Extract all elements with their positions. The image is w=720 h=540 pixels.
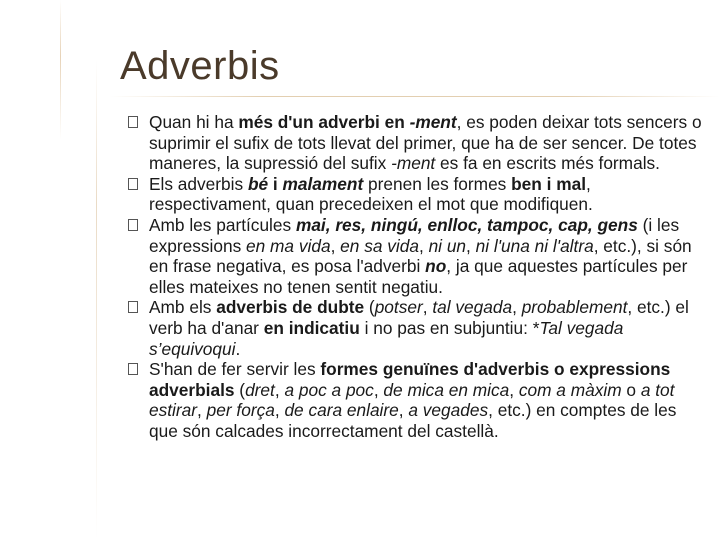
bullet-text-run: bé	[247, 173, 269, 194]
bullet-text-run: ,	[274, 400, 285, 421]
bullet-item	[128, 215, 703, 297]
bullet-text-run: Amb les partícules	[149, 214, 296, 235]
decorative-top-rule	[60, 0, 61, 140]
bullet-text-run: ni l'una ni l'altra	[475, 235, 594, 256]
bullet-square-icon	[128, 178, 138, 190]
bullet-text-run: , etc.) en comptes de les que són calcades incorrectament del castellà.	[149, 400, 677, 441]
bullet-text-run: a tot estirar	[149, 379, 675, 421]
bullet-text-run: malament	[282, 173, 364, 194]
bullet-text-run: ,	[512, 297, 522, 318]
bullet-text-run: ,	[422, 297, 433, 318]
bullet-text-run: (	[364, 297, 375, 318]
bullet-text-run: no	[425, 256, 447, 277]
decorative-vertical-rule	[96, 60, 97, 540]
bullet-text-run: en ma vida	[246, 235, 331, 256]
bullet-list	[128, 112, 703, 442]
bullet-square-icon	[128, 116, 138, 128]
bullet-item	[128, 297, 703, 359]
bullet-text-run: potser	[374, 297, 423, 318]
bullet-text-run: ,	[418, 235, 429, 256]
bullet-item	[128, 174, 703, 215]
bullet-text-run: Els adverbis	[149, 173, 248, 194]
slide-title: Adverbis	[120, 44, 280, 88]
bullet-text-run: , etc.), si són en frase negativa, es posa l'adverbi	[149, 235, 692, 277]
bullet-text-run: i	[541, 173, 557, 194]
bullet-text-run: ,	[509, 379, 519, 400]
bullet-text-run: en sa vida	[340, 235, 419, 256]
bullet-text-run: i	[268, 173, 283, 194]
bullet-text-run: ni un	[428, 235, 467, 256]
bullet-text-run: o	[621, 379, 641, 400]
bullet-text-run: prenen les formes	[363, 173, 512, 194]
bullet-text-run: , respectivament, quan precedeixen el mot que modifiquen.	[149, 173, 593, 215]
bullet-text-run: ,	[330, 235, 341, 256]
bullet-text-run: , ja que aquestes partícules per elles mateixes no tenen sentit negatiu.	[149, 256, 688, 297]
bullet-text-run: mal	[556, 173, 587, 194]
bullet-text-run: ,	[398, 400, 409, 421]
title-underline-rule	[110, 96, 720, 97]
bullet-text-run: en indicatiu	[263, 317, 360, 338]
bullet-text-run: ,	[274, 379, 285, 400]
bullet-text-run: més d'un adverbi en	[238, 112, 410, 132]
bullet-text-run: com a màxim	[518, 379, 622, 400]
bullet-text-run: Amb els	[149, 297, 217, 318]
bullet-text-run: dret	[245, 379, 275, 400]
bullet-text-run: de cara enlaire	[284, 400, 399, 421]
bullet-text-run: mai, res, ningú, enlloc, tampoc, cap, gens	[295, 214, 638, 235]
bullet-square-icon	[128, 301, 138, 313]
bullet-square-icon	[128, 219, 138, 231]
bullet-text-run: a vegades	[408, 400, 489, 421]
bullet-square-icon	[128, 363, 138, 375]
bullet-text-run: de mica en mica	[383, 379, 510, 400]
bullet-text-run: es fa en escrits més formals.	[435, 153, 660, 174]
bullet-text-run: (i les expressions	[149, 214, 680, 256]
bullet-text-run: , etc.) el verb ha d'anar	[149, 297, 689, 338]
bullet-text-run: i no pas en subjuntiu: *	[359, 317, 540, 338]
bullet-text-run: Quan hi ha	[149, 112, 239, 132]
bullet-text-run: formes genuïnes d'adverbis o expressions adverbials	[149, 359, 671, 400]
bullet-text-run: -ment	[409, 112, 457, 132]
bullet-text-run: tal vegada	[432, 297, 513, 318]
bullet-text-run: -ment	[391, 153, 436, 174]
bullet-text-run: ,	[466, 235, 476, 256]
bullet-item	[128, 359, 703, 441]
bullet-text-run: , es poden deixar tots sencers o suprimir el sufix de tots llevat del primer, que ha de ser sencer. De totes maneres, la supressió del sufix	[149, 112, 702, 174]
bullet-text-run: per força	[206, 400, 275, 421]
bullet-item	[128, 112, 703, 174]
bullet-text-run: adverbis de dubte	[216, 297, 365, 318]
bullet-text-run: Tal vegada s’equivoqui	[149, 317, 624, 359]
bullet-text-run: ,	[197, 400, 207, 421]
bullet-text-run: ,	[373, 379, 384, 400]
bullet-text-run: ben	[511, 173, 542, 194]
bullet-text-run: S'han de fer servir les	[149, 359, 321, 380]
bullet-text-run: a poc a poc	[284, 379, 374, 400]
bullet-text-run: probablement	[521, 297, 628, 318]
bullet-text-run: (	[234, 379, 246, 400]
bullet-text-run: .	[235, 338, 241, 359]
